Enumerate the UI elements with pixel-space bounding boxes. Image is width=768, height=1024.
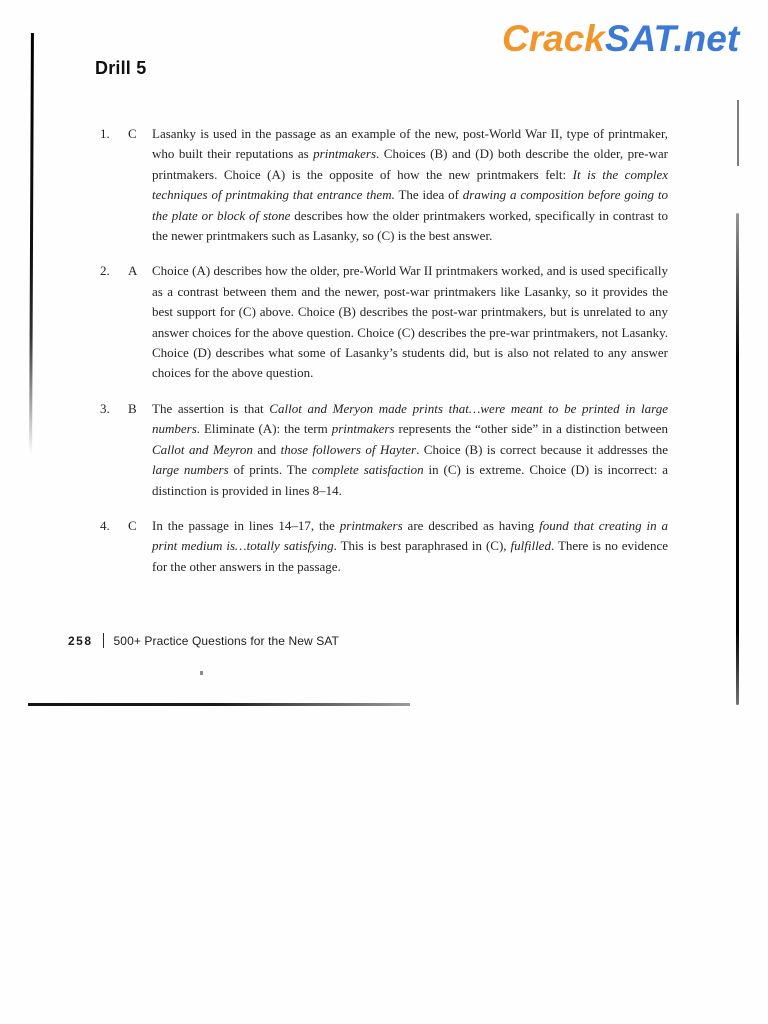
scan-artifact-left-line — [29, 33, 34, 455]
answer-letter: C — [128, 126, 137, 141]
book-title: 500+ Practice Questions for the New SAT — [113, 633, 339, 648]
text-run: and — [252, 441, 281, 457]
text-run: drawing a composition before going to the plate or block of stone — [152, 187, 668, 223]
text-run: . Eliminate (A): the term — [196, 421, 332, 437]
question-number: 4. — [100, 517, 110, 533]
logo-sat-text: SAT.net — [604, 18, 740, 59]
drill-title: Drill 5 — [95, 58, 147, 78]
text-run: . There is no evidence for the other answers in the passage. — [152, 538, 668, 574]
answer-explanation-text — [152, 124, 668, 246]
question-number: 3. — [100, 400, 110, 416]
text-run: The idea of — [394, 187, 463, 203]
answer-item — [100, 261, 668, 383]
text-run: Callot and Meyron — [152, 441, 253, 457]
answer-item — [100, 124, 668, 246]
text-run: . Choices (B) and (D) both describe the older, pre-war printmakers. Choice (A) is the opposite of how the new printmakers felt: — [152, 146, 669, 182]
scan-artifact-dot — [200, 671, 203, 675]
answer-letter: B — [128, 400, 137, 416]
text-run: The assertion is that — [152, 400, 270, 416]
scan-artifact-right-line-lower — [736, 213, 739, 705]
text-run: are described as having — [402, 517, 540, 533]
text-run: represents the “other side” in a distinction between — [394, 421, 669, 437]
text-run: of prints. The — [228, 462, 312, 478]
question-number: 1. — [100, 126, 110, 141]
answer-explanation-text — [152, 399, 668, 501]
page-footer — [68, 633, 339, 648]
answer-letter: A — [128, 263, 138, 279]
text-run: Callot and Meryon made prints that…were meant to be printed in large numbers — [152, 400, 669, 437]
answer-explanations-list — [100, 124, 668, 592]
text-run: fulfilled — [510, 538, 551, 554]
text-run: in (C) is extreme. Choice (D) is incorrect: a distinction is provided in lines 8–14. — [152, 462, 668, 498]
cracksat-logo — [502, 18, 739, 60]
text-run: printmakers — [339, 517, 403, 533]
text-run: describes how the older printmakers worked, specifically in contrast to the newer printmakers such as Lasanky, so (C) is the best answer. — [152, 207, 668, 244]
text-run: It is the complex techniques of printmaking that entrance them. — [152, 166, 668, 203]
text-run: . Choice (B) is correct because it addresses the — [416, 441, 669, 457]
text-run: In the passage in lines 14–17, the — [152, 517, 340, 533]
text-run: found that creating in a print medium is…totally satisfying — [152, 517, 668, 554]
text-run: Lasanky is used in the passage as an example of the new, post-World War II, type of printmaker, who built their reputations as — [152, 126, 668, 162]
text-run: complete satisfaction — [311, 462, 424, 478]
answer-item — [100, 399, 668, 501]
answer-letter: C — [128, 517, 137, 533]
text-run: printmakers — [313, 146, 377, 162]
footer-divider — [103, 633, 104, 648]
text-run: those followers of Hayter — [280, 441, 417, 457]
scan-artifact-bottom-line — [28, 703, 410, 706]
question-number: 2. — [100, 263, 110, 279]
text-run: . This is best paraphrased in (C), — [333, 538, 511, 554]
text-run: printmakers — [331, 421, 395, 437]
answer-explanation-text — [152, 516, 668, 577]
text-run: large numbers — [152, 462, 229, 478]
scan-artifact-right-line-upper — [737, 100, 739, 166]
logo-crack-text: Crack — [502, 18, 605, 59]
answer-explanation-text — [152, 261, 668, 383]
text-run: Choice (A) describes how the older, pre-World War II printmakers worked, and is used specifically as a contrast between them and the newer, post-war printmakers like Lasanky, so it provides the best support for (C) above. Choice (B) describes the post-war printmakers, but is unrelated to any answer choices for the above question. Choice (C) describes the pre-war printmakers, not Lasanky. Choice (D) describes what some of Lasanky’s students did, but is also not related to any answer choices for the above question. — [152, 263, 668, 381]
page-number: 258 — [68, 633, 93, 648]
answer-item — [100, 516, 668, 577]
